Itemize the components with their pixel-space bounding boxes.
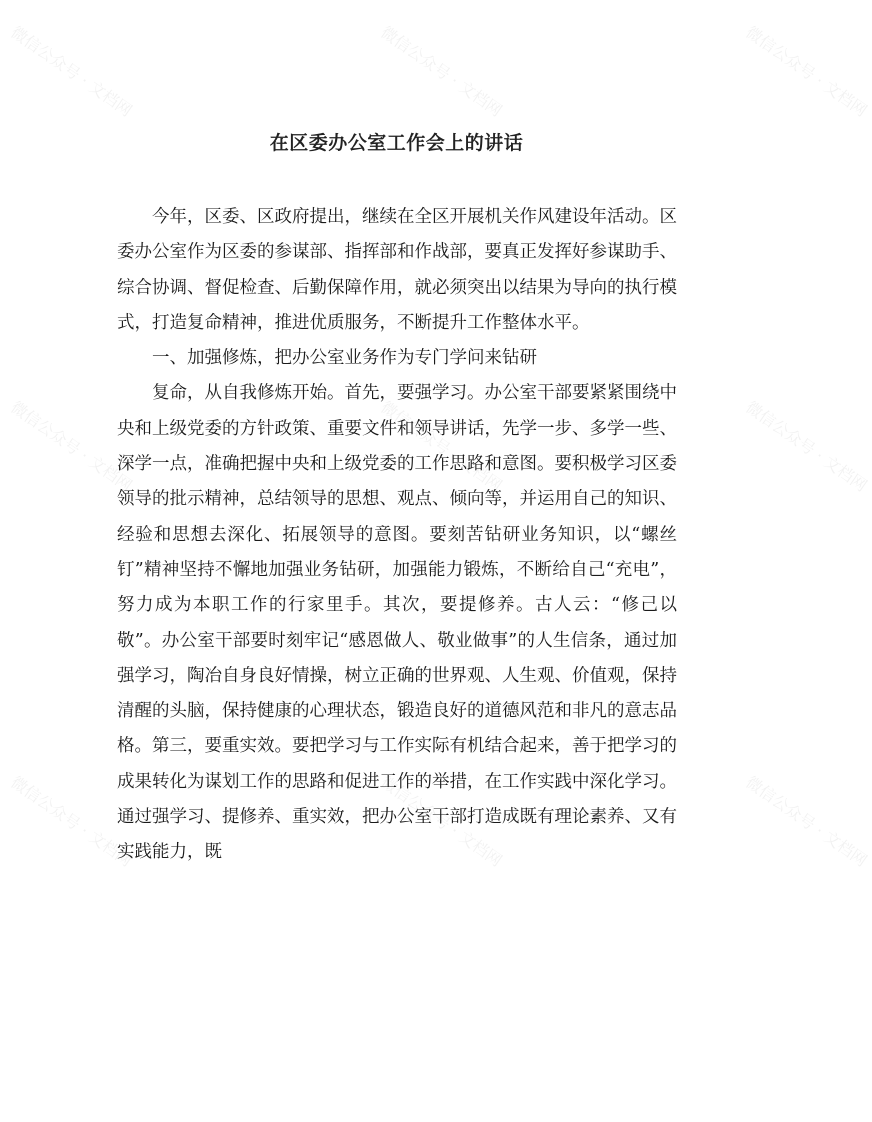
watermark-text: 微信公众号 · 文档网 [7, 772, 136, 871]
watermark-text: 微信公众号 · 文档网 [377, 397, 506, 496]
watermark-text: 微信公众号 · 文档网 [742, 22, 871, 121]
document-body [117, 200, 677, 871]
watermark-text: 微信公众号 · 文档网 [742, 397, 871, 496]
watermark-text: 微信公众号 · 文档网 [742, 772, 871, 871]
watermark-text: 微信公众号 · 文档网 [377, 22, 506, 121]
section-heading: 一、加强修炼，把办公室业务作为专门学问来钻研 [152, 348, 537, 369]
watermark-text: 微信公众号 · 文档网 [377, 772, 506, 871]
paragraph-section-one: 复命，从自我修炼开始。首先，要强学习。办公室干部要紧紧围绕中央和上级党委的方针政策、重要文件和领导讲话，先学一步、多学一些、深学一点，准确把握中央和上级党委的工作思路和意图。要积极学习区委领导的批示精神，总结领导的思想、观点、倾向等，并运用自己的知识、经验和思想去深化、拓展领导的意图。要刻苦钻研业务知识，以“螺丝钉”精神坚持不懈地加强业务钻研，加强能力锻炼，不断给自己“充电”，努力成为本职工作的行家里手。其次，要提修养。古人云：“修己以敬”。办公室干部要时刻牢记“感恩做人、敬业做事”的人生信条，通过加强学习，陶冶自身良好情操，树立正确的世界观、人生观、价值观，保持清醒的头脑，保持健康的心理状态，锻造良好的道德风范和非凡的意志品格。第三，要重实效。要把学习与工作实际有机结合起来，善于把学习的成果转化为谋划工作的思路和促进工作的举措，在工作实践中深化学习。通过强学习、提修养、重实效，把办公室干部打造成既有理论素养、又有实践能力，既 [117, 383, 677, 863]
watermark-text: 微信公众号 · 文档网 [7, 397, 136, 496]
watermark-text: 微信公众号 · 文档网 [7, 22, 136, 121]
paragraph-intro: 今年，区委、区政府提出，继续在全区开展机关作风建设年活动。区委办公室作为区委的参谋部、指挥部和作战部，要真正发挥好参谋助手、综合协调、督促检查、后勤保障作用，就必须突出以结果为导向的执行模式，打造复命精神，推进优质服务，不断提升工作整体水平。 [117, 207, 677, 333]
document-title: 在区委办公室工作会上的讲话 [269, 132, 524, 154]
